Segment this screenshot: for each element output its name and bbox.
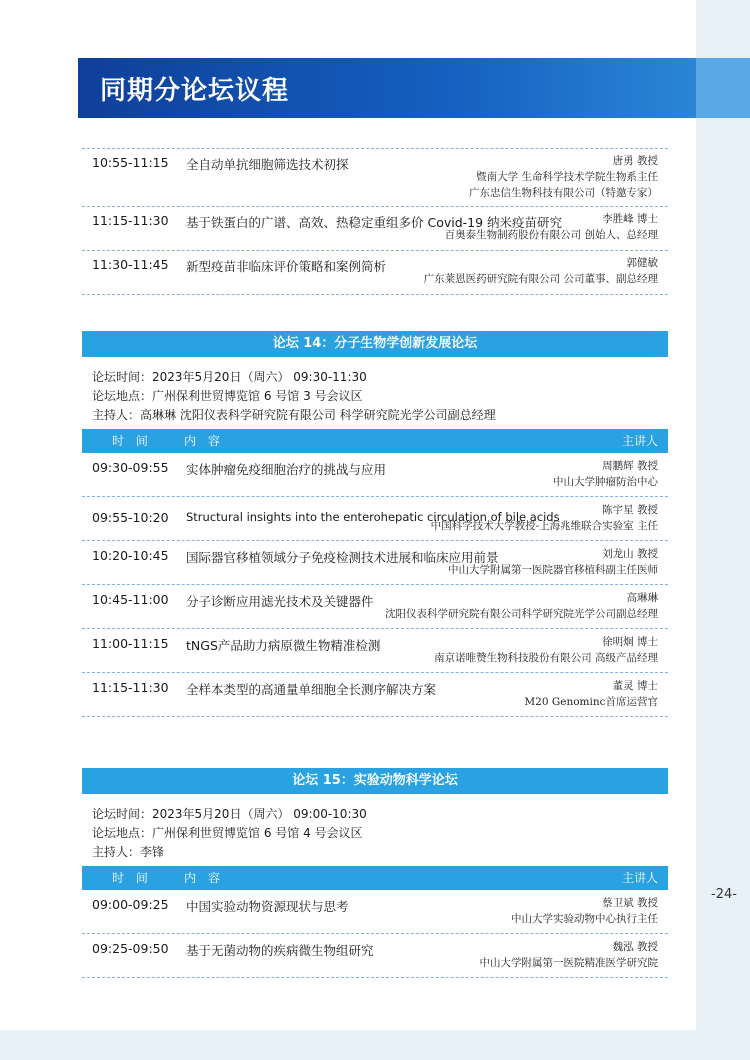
speaker-affiliation: 中国科学技术大学教授-上海兆维联合实验室 主任 xyxy=(430,520,658,532)
session-topic: 国际器官移植领域分子免疫检测技术进展和临床应用前景 xyxy=(186,550,499,565)
speaker-block xyxy=(434,634,658,666)
session-topic: Structural insights into the enterohepatic circulation of bile acids xyxy=(186,510,560,524)
forum-15-host: 主持人：李锋 xyxy=(92,845,165,859)
speaker-block xyxy=(424,255,658,287)
side-decor-tab xyxy=(696,58,750,118)
table-row xyxy=(82,453,668,497)
speaker-affiliation: 广东莱恩医药研究院有限公司 公司董事、副总经理 xyxy=(423,273,658,285)
speaker-name: 董灵 博士 xyxy=(612,680,658,692)
session-topic: 全自动单抗细胞筛选技术初探 xyxy=(186,157,349,172)
session-time: 09:00-09:25 xyxy=(92,897,169,912)
page-title: 同期分论坛议程 xyxy=(100,76,290,106)
speaker-block xyxy=(553,458,658,490)
speaker-block xyxy=(385,590,658,622)
forum-14-host: 主持人：高琳琳 沈阳仪表科学研究院有限公司 科学研究院光学公司副总经理 xyxy=(92,408,496,422)
header-speaker: 主讲人 xyxy=(621,434,658,448)
speaker-name: 刘龙山 教授 xyxy=(602,548,658,560)
speaker-affiliation: 中山大学附属第一医院精准医学研究院 xyxy=(479,957,658,969)
speaker-block xyxy=(445,211,658,243)
speaker-name: 郭健敏 xyxy=(626,257,658,269)
speaker-block xyxy=(524,678,658,710)
table-row xyxy=(82,149,668,207)
page-title-banner xyxy=(78,58,696,118)
session-time: 11:15-11:30 xyxy=(92,680,169,695)
speaker-affiliation: M20 Genominc首席运营官 xyxy=(524,696,658,708)
speaker-affiliation: 暨南大学 生命科学技术学院生物系主任 xyxy=(476,171,658,183)
table-row xyxy=(82,207,668,251)
speaker-name: 李胜峰 博士 xyxy=(602,213,658,225)
table-row xyxy=(82,890,668,934)
speaker-affiliation: 中山大学实验动物中心执行主任 xyxy=(511,913,658,925)
speaker-name: 高琳琳 xyxy=(626,592,658,604)
speaker-affiliation: 沈阳仪表科学研究院有限公司科学研究院光学公司副总经理 xyxy=(385,608,658,620)
session-time: 10:55-11:15 xyxy=(92,155,169,170)
session-topic: 基于无菌动物的疾病微生物组研究 xyxy=(186,943,374,958)
speaker-affiliation: 中山大学附属第一医院器官移植科副主任医师 xyxy=(448,564,658,576)
header-time: 时 间 xyxy=(112,871,152,885)
speaker-affiliation: 中山大学肿瘤防治中心 xyxy=(553,476,658,488)
speaker-name: 周鹏辉 教授 xyxy=(602,460,658,472)
speaker-name: 陈宇星 教授 xyxy=(602,504,658,516)
speaker-block xyxy=(480,939,659,971)
header-speaker: 主讲人 xyxy=(621,871,658,885)
table-row xyxy=(82,673,668,717)
forum-15-time: 论坛时间：2023年5月20日（周六） 09:00-10:30 xyxy=(92,807,367,821)
table-row xyxy=(82,629,668,673)
session-time: 10:45-11:00 xyxy=(92,592,169,607)
session-time: 09:25-09:50 xyxy=(92,941,169,956)
header-content: 内 容 xyxy=(184,871,224,885)
session-topic: 新型疫苗非临床评价策略和案例简析 xyxy=(186,259,387,274)
forum-14-time: 论坛时间：2023年5月20日（周六） 09:30-11:30 xyxy=(92,370,367,384)
session-topic: 分子诊断应用滤光技术及关键器件 xyxy=(186,594,374,609)
session-topic: tNGS产品助力病原微生物精准检测 xyxy=(186,638,381,653)
speaker-name: 徐明炯 博士 xyxy=(602,636,658,648)
speaker-block xyxy=(448,546,658,578)
speaker-name: 蔡卫斌 教授 xyxy=(602,897,658,909)
session-time: 11:30-11:45 xyxy=(92,257,169,272)
speaker-block xyxy=(431,502,658,534)
table-row xyxy=(82,541,668,585)
table-row xyxy=(82,934,668,978)
page-number: -24- xyxy=(711,887,737,902)
session-time: 10:20-10:45 xyxy=(92,548,169,563)
forum-14-venue: 论坛地点：广州保利世贸博览馆 6 号馆 3 号会议区 xyxy=(92,389,363,403)
session-topic: 全样本类型的高通量单细胞全长测序解决方案 xyxy=(186,682,437,697)
session-time: 09:30-09:55 xyxy=(92,460,169,475)
forum-14-table-header xyxy=(82,429,668,453)
session-topic: 基于铁蛋白的广谱、高效、热稳定重组多价 Covid-19 纳米疫苗研究 xyxy=(186,215,563,230)
session-time: 11:15-11:30 xyxy=(92,213,169,228)
table-row xyxy=(82,251,668,295)
forum-15-venue: 论坛地点：广州保利世贸博览馆 6 号馆 4 号会议区 xyxy=(92,826,363,840)
forum-15-title: 论坛 15：实验动物科学论坛 xyxy=(82,768,668,794)
table-row xyxy=(82,585,668,629)
session-time: 09:55-10:20 xyxy=(92,510,169,525)
header-time: 时 间 xyxy=(112,434,152,448)
session-topic: 实体肿瘤免疫细胞治疗的挑战与应用 xyxy=(186,462,387,477)
speaker-name: 魏泓 教授 xyxy=(612,941,658,953)
speaker-block xyxy=(511,895,658,927)
session-time: 11:00-11:15 xyxy=(92,636,169,651)
speaker-affiliation: 南京诺唯赞生物科技股份有限公司 高级产品经理 xyxy=(434,652,658,664)
session-topic: 中国实验动物资源现状与思考 xyxy=(186,899,349,914)
speaker-affiliation: 广东忠信生物科技有限公司（特邀专家） xyxy=(469,187,658,199)
bottom-decor-strip xyxy=(0,1030,750,1060)
forum-15-table-header xyxy=(82,866,668,890)
table-row xyxy=(82,497,668,541)
speaker-name: 唐勇 教授 xyxy=(612,155,658,167)
header-content: 内 容 xyxy=(184,434,224,448)
speaker-affiliation: 百奥泰生物制药股份有限公司 创始人、总经理 xyxy=(444,229,658,241)
forum-14-title: 论坛 14：分子生物学创新发展论坛 xyxy=(82,331,668,357)
speaker-block xyxy=(469,153,658,201)
